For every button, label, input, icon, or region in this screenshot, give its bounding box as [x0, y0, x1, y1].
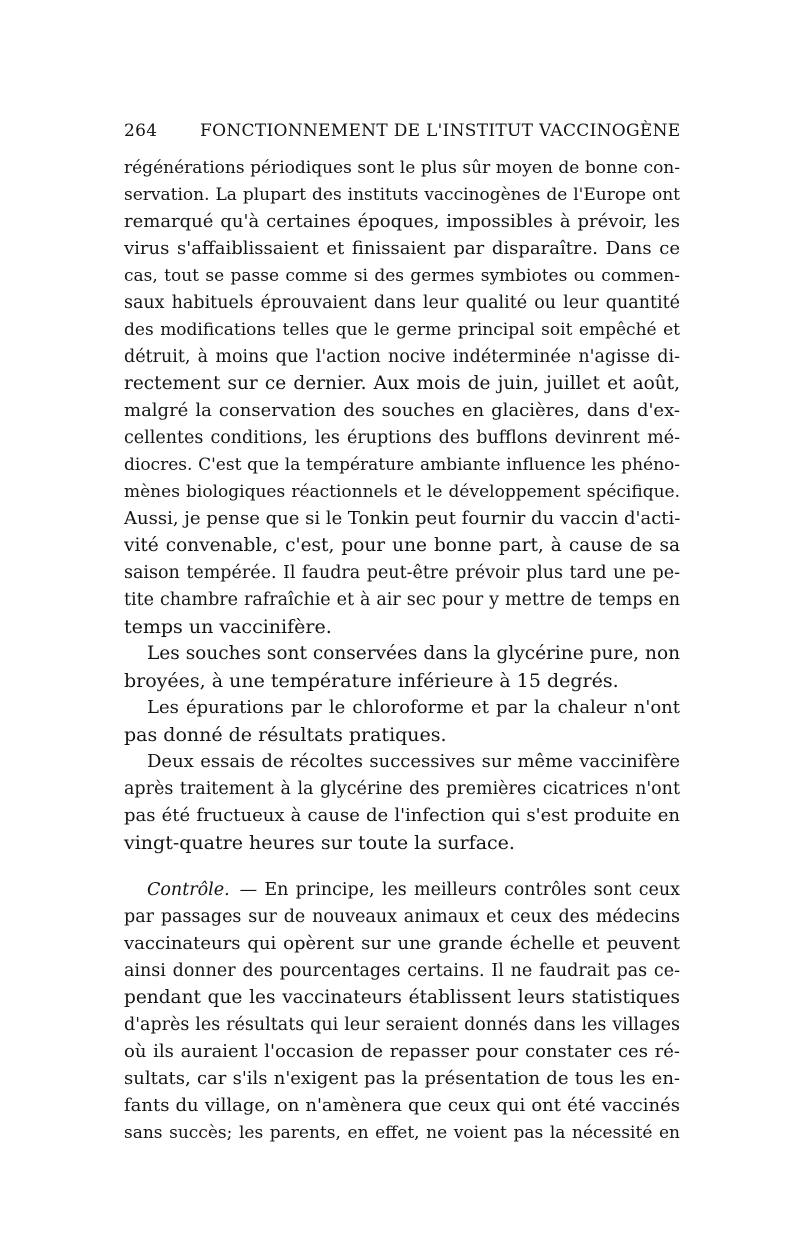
control-line: sans succès; les parents, en effet, ne voient pas la nécessité en	[124, 1123, 680, 1143]
body-line: régénérations périodiques sont le plus sûr moyen de bonne con-	[124, 158, 680, 178]
body-line: Aussi, je pense que si le Tonkin peut fournir du vaccin d'acti-	[124, 508, 681, 529]
body-line: pas donné de résultats pratiques.	[124, 724, 447, 746]
body-line: des modifications telles que le germe principal soit empêché et	[124, 320, 680, 340]
body-line: saison tempérée. Il faudra peut-être prévoir plus tard une pe-	[124, 563, 680, 583]
body-line: tite chambre rafraîchie et à air sec pour y mettre de temps en	[124, 590, 680, 610]
body-line: broyées, à une température inférieure à 15 degrés.	[124, 670, 619, 692]
body-line: rectement sur ce dernier. Aux mois de juin, juillet et août,	[124, 373, 680, 394]
body-line: diocres. C'est que la température ambiante influence les phéno-	[124, 455, 680, 475]
body-line: remarqué qu'à certaines époques, impossibles à prévoir, les	[124, 211, 680, 232]
control-line: d'après les résultats qui leur seraient donnés dans les villages	[124, 1015, 680, 1035]
body-line: vingt-quatre heures sur toute la surface.	[124, 832, 515, 854]
body-line: temps un vaccinifère.	[124, 616, 332, 638]
body-line: vité convenable, c'est, pour une bonne part, à cause de sa	[124, 535, 680, 556]
page-number: 264	[124, 121, 158, 141]
body-line: cellentes conditions, les éruptions des bufflons devinrent mé-	[124, 428, 680, 448]
body-line: mènes biologiques réactionnels et le développement spécifique.	[124, 482, 680, 502]
control-first-line	[147, 877, 680, 903]
body-line: après traitement à la glycérine des premières cicatrices n'ont	[124, 779, 680, 799]
body-line: malgré la conservation des souches en glacières, dans d'ex-	[124, 400, 680, 421]
control-first-line-text: — En principe, les meilleurs contrôles sont ceux	[239, 880, 680, 900]
body-line: servation. La plupart des instituts vaccinogènes de l'Europe ont	[124, 185, 680, 205]
control-line: pendant que les vaccinateurs établissent leurs statistiques	[124, 987, 680, 1008]
page-header	[124, 118, 684, 144]
control-line: par passages sur de nouveaux animaux et ceux des médecins	[124, 907, 680, 927]
body-line: cas, tout se passe comme si des germes symbiotes ou commen-	[124, 266, 680, 286]
body-line: virus s'affaiblissaient et finissaient par disparaître. Dans ce	[124, 238, 680, 259]
body-line: Deux essais de récoltes successives sur même vaccinifère	[147, 751, 680, 772]
body-line: détruit, à moins que l'action nocive indéterminée n'agisse di-	[124, 347, 680, 367]
control-heading: Contrôle.	[147, 880, 230, 900]
control-line: fants du village, on n'amènera que ceux qui ont été vaccinés	[124, 1095, 680, 1116]
body-line: pas été fructueux à cause de l'infection qui s'est produite en	[124, 805, 680, 826]
running-title: FONCTIONNEMENT DE L'INSTITUT VACCINOGÈNE	[200, 121, 681, 141]
control-line: ainsi donner des pourcentages certains. Il ne faudrait pas ce-	[124, 961, 680, 981]
body-line: Les épurations par le chloroforme et par la chaleur n'ont	[147, 697, 680, 718]
control-line: sultats, car s'ils n'exigent pas la présentation de tous les en-	[124, 1068, 680, 1089]
body-line: Les souches sont conservées dans la glycérine pure, non	[147, 643, 680, 664]
control-line: vaccinateurs qui opèrent sur une grande échelle et peuvent	[124, 933, 680, 954]
body-line: saux habituels éprouvaient dans leur qualité ou leur quantité	[124, 293, 680, 313]
control-line: où ils auraient l'occasion de repasser pour constater ces ré-	[124, 1041, 680, 1062]
